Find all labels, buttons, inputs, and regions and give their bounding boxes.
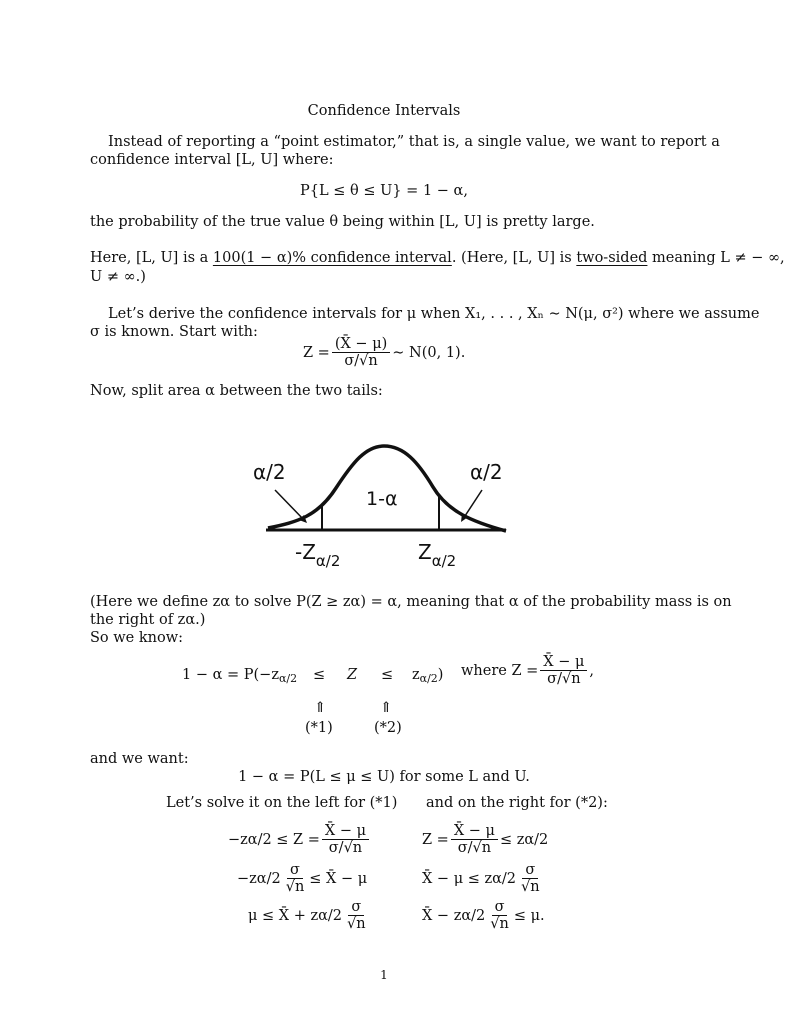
- center-area-label: 1-α: [366, 488, 398, 510]
- derive-line-2: σ is known. Start with:: [90, 324, 258, 340]
- right-tail-label: α/2: [470, 460, 503, 484]
- ineq-close: ): [437, 667, 444, 683]
- right-step-1-fraction: [451, 823, 498, 856]
- intro-line-1: Instead of reporting a “point estimator,” that is, a single value, we want to report a: [108, 134, 720, 150]
- right-step-3: [422, 899, 545, 932]
- left-step-3-text: μ ≤ X̄ + zα/2: [248, 907, 343, 924]
- left-step-3-den: √n: [347, 916, 366, 932]
- left-critical-sub: α/2: [315, 552, 341, 570]
- page-title: Confidence Intervals: [307, 103, 461, 119]
- ineq-where-num: X̄ − μ: [540, 654, 587, 671]
- left-critical-z: -Z: [295, 540, 316, 564]
- z-eq-denominator: σ/√n: [344, 353, 378, 369]
- ineq-where-comma: ,: [589, 662, 595, 679]
- left-critical-label: [295, 540, 341, 570]
- ineq-where: [461, 654, 594, 687]
- mark-2: (*2): [374, 720, 402, 736]
- want-line: and we want:: [90, 751, 189, 767]
- left-step-1-fraction: [322, 823, 369, 856]
- ineq-rhs: [412, 666, 443, 685]
- probability-statement: the probability of the true value θ being within [L, U] is pretty large.: [90, 214, 595, 230]
- left-step-2-den: √n: [285, 879, 305, 895]
- left-step-1-den: σ/√n: [328, 840, 363, 856]
- two-sided-term: two-sided: [576, 250, 648, 266]
- left-step-1: [228, 823, 371, 856]
- intro-line-2: confidence interval [L, U] where:: [90, 152, 334, 168]
- z-eq-fraction: [332, 336, 390, 369]
- left-step-2-num: σ: [287, 862, 303, 879]
- here-text-1: Here, [L, U] is a: [90, 250, 213, 266]
- ineq-sub-1: α/2: [278, 672, 298, 685]
- ineq-zr: z: [412, 667, 420, 683]
- left-step-2: [237, 862, 367, 895]
- left-tail-arrow: [275, 490, 305, 521]
- right-step-1: [422, 823, 548, 856]
- ineq-lhs: [182, 666, 297, 685]
- arrow-up-2: ⇑: [380, 700, 393, 716]
- ineq-lhs-text: 1 − α = P(−z: [182, 667, 279, 683]
- define-line-1: (Here we define zα to solve P(Z ≥ zα) = α, meaning that α of the probability mass is on: [90, 594, 732, 610]
- derive-line-1: Let’s derive the confidence intervals for μ when X₁, . . . , Xₙ ∼ N(μ, σ²) where we assume: [108, 306, 760, 322]
- define-line-3: So we know:: [90, 630, 184, 646]
- here-paragraph-line-1: [90, 249, 785, 267]
- right-step-2-den: √n: [521, 879, 540, 895]
- right-step-3-text-a: X̄ − zα/2: [422, 907, 486, 924]
- right-step-2-fraction: [518, 862, 543, 895]
- right-step-1-text-a: Z =: [422, 831, 449, 848]
- right-critical-label: [418, 540, 457, 570]
- right-tail-arrow: [463, 490, 482, 519]
- normal-curve-figure: [248, 432, 520, 580]
- right-step-2: [422, 862, 545, 895]
- confidence-interval-term: 100(1 − α)% confidence interval: [212, 250, 452, 266]
- ineq-where-den: σ/√n: [547, 671, 581, 687]
- left-step-3: [248, 899, 371, 932]
- z-equation: [303, 336, 465, 369]
- ineq-le-2: ≤: [381, 667, 394, 683]
- here-text-3: . (Here, [L, U] is: [451, 250, 577, 266]
- probability-equation: P{L ≤ θ ≤ U} = 1 − α,: [300, 183, 468, 199]
- ineq-sub-2: α/2: [419, 672, 438, 685]
- right-critical-sub: α/2: [431, 552, 457, 570]
- right-step-3-text-b: ≤ μ.: [513, 907, 545, 924]
- right-step-1-text-b: ≤ zα/2: [499, 831, 549, 848]
- right-heading: and on the right for (*2):: [426, 795, 608, 811]
- left-step-3-fraction: [344, 899, 369, 932]
- here-paragraph-line-2: U ≠ ∞.): [90, 269, 146, 285]
- z-eq-numerator: (X̄ − μ): [332, 336, 390, 353]
- right-critical-z: Z: [418, 540, 432, 564]
- left-step-2-text-b: ≤ X̄ − μ: [309, 870, 368, 887]
- left-tail-label: α/2: [253, 460, 286, 484]
- right-step-3-num: σ: [492, 899, 508, 916]
- want-equation: 1 − α = P(L ≤ μ ≤ U) for some L and U.: [238, 769, 530, 785]
- left-step-2-text-a: −zα/2: [237, 870, 281, 887]
- arrow-up-1: ⇑: [314, 700, 327, 716]
- ineq-le-1: ≤: [313, 667, 326, 683]
- left-step-1-num: X̄ − μ: [322, 823, 369, 840]
- right-step-1-den: σ/√n: [457, 840, 492, 856]
- right-step-2-num: σ: [522, 862, 538, 879]
- page-number: 1: [380, 968, 388, 982]
- left-heading: Let’s solve it on the left for (*1): [166, 795, 398, 811]
- z-eq-lhs: Z =: [303, 344, 330, 361]
- right-step-3-den: √n: [490, 916, 509, 932]
- left-step-3-num: σ: [348, 899, 364, 916]
- define-line-2: the right of zα.): [90, 612, 206, 628]
- left-step-1-text: −zα/2 ≤ Z =: [228, 831, 320, 848]
- right-step-3-fraction: [487, 899, 512, 932]
- ineq-z: Z: [347, 667, 358, 683]
- mark-1: (*1): [305, 720, 333, 736]
- ineq-where-fraction: [540, 654, 587, 687]
- left-step-2-fraction: [283, 862, 308, 895]
- split-line: Now, split area α between the two tails:: [90, 383, 383, 399]
- right-step-2-text: X̄ − μ ≤ zα/2: [422, 870, 517, 887]
- right-step-1-num: X̄ − μ: [451, 823, 498, 840]
- z-eq-rhs: ∼ N(0, 1).: [392, 344, 466, 361]
- here-text-5: meaning L ≠ − ∞,: [647, 250, 785, 266]
- ineq-where-text: where Z =: [461, 662, 539, 679]
